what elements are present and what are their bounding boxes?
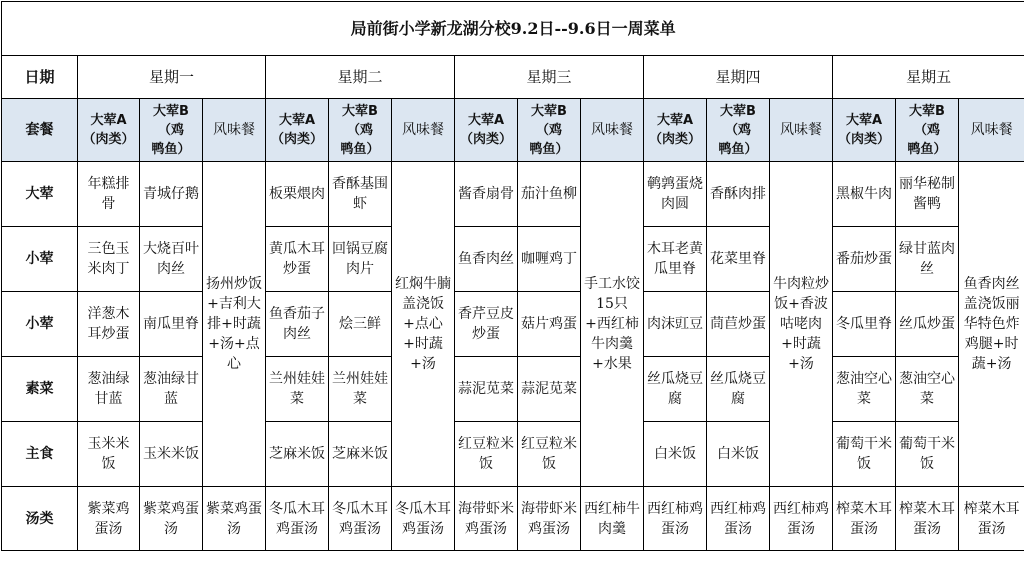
flavor-soup-mon: 紫菜鸡蛋汤 xyxy=(203,487,266,551)
menu-cell-a-tue: 芝麻米饭 xyxy=(266,422,329,487)
menu-cell-a-mon: 葱油绿甘蓝 xyxy=(78,357,140,422)
col-header-flavor-fri: 风味餐 xyxy=(959,99,1024,162)
col-header-b-wed xyxy=(518,99,581,162)
flavor-soup-fri: 榨菜木耳蛋汤 xyxy=(959,487,1024,551)
menu-cell-b-fri: 丝瓜炒蛋 xyxy=(896,292,959,357)
menu-cell-a-fri: 葡萄干米饭 xyxy=(833,422,896,487)
col-header-b-line1: 大荤B（鸡 xyxy=(143,102,199,140)
menu-cell-a-wed: 红豆粒米饭 xyxy=(455,422,518,487)
menu-cell-a-wed: 鱼香肉丝 xyxy=(455,227,518,292)
col-header-b-thu xyxy=(707,99,770,162)
menu-cell-b-fri: 榨菜木耳蛋汤 xyxy=(896,487,959,551)
menu-cell-b-fri: 葡萄干米饭 xyxy=(896,422,959,487)
col-header-a-line1: 大荤A xyxy=(836,111,892,130)
col-header-a-line2: （肉类） xyxy=(269,130,325,149)
menu-cell-a-tue: 冬瓜木耳鸡蛋汤 xyxy=(266,487,329,551)
col-header-a-fri xyxy=(833,99,896,162)
col-header-a-line2: （肉类） xyxy=(836,130,892,149)
menu-cell-b-mon: 紫菜鸡蛋汤 xyxy=(140,487,203,551)
menu-cell-b-fri: 丽华秘制酱鸭 xyxy=(896,162,959,227)
day-header-fri: 星期五 xyxy=(833,56,1024,99)
menu-cell-b-thu: 西红柿鸡蛋汤 xyxy=(707,487,770,551)
menu-cell-b-tue: 回锅豆腐肉片 xyxy=(329,227,392,292)
menu-cell-a-wed: 蒜泥苋菜 xyxy=(455,357,518,422)
flavor-meal-thu: 牛肉粒炒饭+香波咕咾肉+时蔬+汤 xyxy=(770,162,833,487)
menu-cell-a-mon: 年糕排骨 xyxy=(78,162,140,227)
col-header-b-line2: 鸭鱼） xyxy=(521,140,577,159)
col-header-b-line1: 大荤B（鸡 xyxy=(521,102,577,140)
menu-cell-a-thu: 西红柿鸡蛋汤 xyxy=(644,487,707,551)
menu-cell-a-mon: 洋葱木耳炒蛋 xyxy=(78,292,140,357)
menu-cell-b-tue: 香酥基围虾 xyxy=(329,162,392,227)
menu-cell-b-thu: 花菜里脊 xyxy=(707,227,770,292)
menu-cell-b-mon: 玉米米饭 xyxy=(140,422,203,487)
menu-cell-a-fri: 榨菜木耳蛋汤 xyxy=(833,487,896,551)
menu-cell-a-thu: 鹌鹑蛋烧肉圆 xyxy=(644,162,707,227)
menu-cell-a-thu: 木耳老黄瓜里脊 xyxy=(644,227,707,292)
menu-cell-a-tue: 鱼香茄子肉丝 xyxy=(266,292,329,357)
menu-cell-b-tue: 冬瓜木耳鸡蛋汤 xyxy=(329,487,392,551)
menu-cell-b-tue: 兰州娃娃菜 xyxy=(329,357,392,422)
col-header-a-line1: 大荤A xyxy=(81,111,136,130)
menu-cell-a-thu: 白米饭 xyxy=(644,422,707,487)
menu-cell-a-mon: 三色玉米肉丁 xyxy=(78,227,140,292)
flavor-meal-mon: 扬州炒饭+吉利大排+时蔬+汤+点心 xyxy=(203,162,266,487)
col-header-a-wed xyxy=(455,99,518,162)
menu-cell-b-tue: 烩三鲜 xyxy=(329,292,392,357)
menu-cell-a-wed: 酱香扇骨 xyxy=(455,162,518,227)
row-label-staple: 主食 xyxy=(2,422,78,487)
menu-cell-b-wed: 菇片鸡蛋 xyxy=(518,292,581,357)
col-header-a-tue xyxy=(266,99,329,162)
menu-cell-b-thu: 丝瓜烧豆腐 xyxy=(707,357,770,422)
menu-cell-b-tue: 芝麻米饭 xyxy=(329,422,392,487)
menu-cell-a-tue: 板栗煨肉 xyxy=(266,162,329,227)
menu-cell-a-tue: 黄瓜木耳炒蛋 xyxy=(266,227,329,292)
col-header-a-mon xyxy=(78,99,140,162)
col-header-a-line2: （肉类） xyxy=(81,130,136,149)
col-header-b-tue xyxy=(329,99,392,162)
row-label-side-meat: 小荤 xyxy=(2,227,78,292)
menu-cell-b-thu: 白米饭 xyxy=(707,422,770,487)
menu-cell-a-wed: 海带虾米鸡蛋汤 xyxy=(455,487,518,551)
col-header-a-line2: （肉类） xyxy=(647,130,703,149)
menu-cell-b-wed: 海带虾米鸡蛋汤 xyxy=(518,487,581,551)
col-header-a-line1: 大荤A xyxy=(458,111,514,130)
menu-cell-b-fri: 绿甘蓝肉丝 xyxy=(896,227,959,292)
menu-cell-a-fri: 番茄炒蛋 xyxy=(833,227,896,292)
day-header-mon: 星期一 xyxy=(78,56,266,99)
row-label-main-meat: 大荤 xyxy=(2,162,78,227)
menu-cell-a-fri: 葱油空心菜 xyxy=(833,357,896,422)
flavor-meal-fri: 鱼香肉丝盖浇饭丽华特色炸鸡腿+时蔬+汤 xyxy=(959,162,1024,487)
col-header-flavor-thu: 风味餐 xyxy=(770,99,833,162)
menu-cell-b-wed: 蒜泥苋菜 xyxy=(518,357,581,422)
row-label-vegetable: 素菜 xyxy=(2,357,78,422)
col-header-flavor-tue: 风味餐 xyxy=(392,99,455,162)
col-header-flavor-wed: 风味餐 xyxy=(581,99,644,162)
col-header-b-line2: 鸭鱼） xyxy=(710,140,766,159)
menu-cell-b-mon: 大烧百叶肉丝 xyxy=(140,227,203,292)
date-label: 日期 xyxy=(2,56,78,99)
row-label-side-meat-2: 小荤 xyxy=(2,292,78,357)
col-header-a-thu xyxy=(644,99,707,162)
menu-cell-b-wed: 咖喱鸡丁 xyxy=(518,227,581,292)
menu-cell-b-wed: 红豆粒米饭 xyxy=(518,422,581,487)
col-header-b-mon xyxy=(140,99,203,162)
menu-cell-a-mon: 玉米米饭 xyxy=(78,422,140,487)
day-header-tue: 星期二 xyxy=(266,56,455,99)
col-header-a-line1: 大荤A xyxy=(647,111,703,130)
col-header-b-fri xyxy=(896,99,959,162)
menu-cell-b-wed: 茄汁鱼柳 xyxy=(518,162,581,227)
menu-cell-a-mon: 紫菜鸡蛋汤 xyxy=(78,487,140,551)
menu-cell-b-fri: 葱油空心菜 xyxy=(896,357,959,422)
menu-cell-a-fri: 黑椒牛肉 xyxy=(833,162,896,227)
col-header-a-line1: 大荤A xyxy=(269,111,325,130)
menu-cell-a-fri: 冬瓜里脊 xyxy=(833,292,896,357)
flavor-meal-wed: 手工水饺15只+西红柿牛肉羹+水果 xyxy=(581,162,644,487)
col-header-b-line2: 鸭鱼） xyxy=(332,140,388,159)
day-header-thu: 星期四 xyxy=(644,56,833,99)
menu-cell-b-mon: 葱油绿甘蓝 xyxy=(140,357,203,422)
flavor-meal-tue: 红焖牛腩盖浇饭+点心+时蔬+汤 xyxy=(392,162,455,487)
menu-cell-b-thu: 香酥肉排 xyxy=(707,162,770,227)
day-header-wed: 星期三 xyxy=(455,56,644,99)
menu-cell-a-tue: 兰州娃娃菜 xyxy=(266,357,329,422)
menu-title: 局前街小学新龙湖分校9.2日--9.6日一周菜单 xyxy=(2,2,1024,56)
menu-cell-b-mon: 青城仔鹅 xyxy=(140,162,203,227)
col-header-b-line2: 鸭鱼） xyxy=(899,140,955,159)
flavor-soup-wed: 西红柿牛肉羹 xyxy=(581,487,644,551)
flavor-soup-thu: 西红柿鸡蛋汤 xyxy=(770,487,833,551)
menu-cell-b-mon: 南瓜里脊 xyxy=(140,292,203,357)
row-label-soup: 汤类 xyxy=(2,487,78,551)
menu-cell-a-thu: 肉沫豇豆 xyxy=(644,292,707,357)
col-header-b-line1: 大荤B（鸡 xyxy=(899,102,955,140)
col-header-b-line1: 大荤B（鸡 xyxy=(332,102,388,140)
weekly-menu-table xyxy=(1,1,1024,551)
menu-cell-a-wed: 香芹豆皮炒蛋 xyxy=(455,292,518,357)
col-header-b-line1: 大荤B（鸡 xyxy=(710,102,766,140)
menu-cell-a-thu: 丝瓜烧豆腐 xyxy=(644,357,707,422)
flavor-soup-tue: 冬瓜木耳鸡蛋汤 xyxy=(392,487,455,551)
col-header-b-line2: 鸭鱼） xyxy=(143,140,199,159)
menu-cell-b-thu: 茼苣炒蛋 xyxy=(707,292,770,357)
col-header-flavor-mon: 风味餐 xyxy=(203,99,266,162)
set-label: 套餐 xyxy=(2,99,78,162)
col-header-a-line2: （肉类） xyxy=(458,130,514,149)
